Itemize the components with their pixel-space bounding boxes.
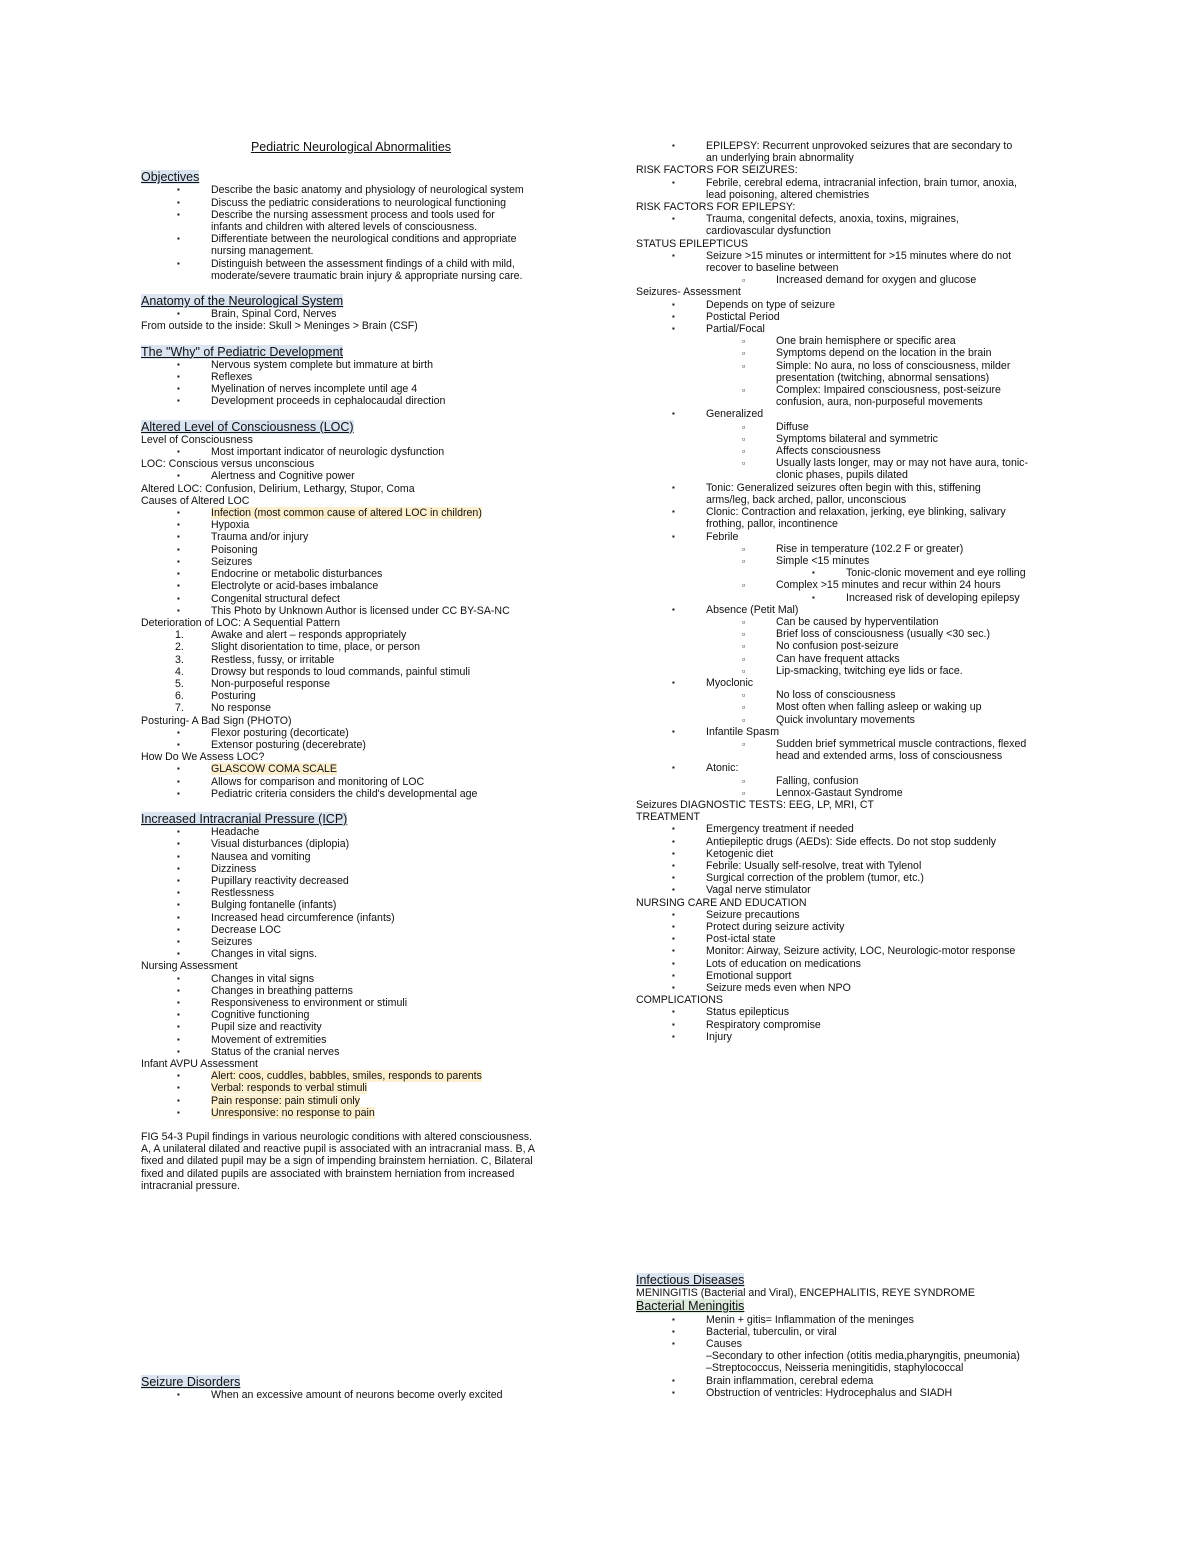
icp-heading: Increased Intracranial Pressure (ICP) [141, 811, 348, 826]
list-item: ▫ No confusion post-seizure [636, 640, 1076, 652]
list-item: ▫ Diffuse [636, 421, 1076, 433]
loc-altered: Altered LOC: Confusion, Delirium, Lethargy, Stupor, Coma [141, 482, 415, 495]
list-item: ▪ Lots of education on medications [636, 958, 1076, 970]
list-item: ▪ Status of the cranial nerves [141, 1046, 611, 1058]
list-item: ▪ Alertness and Cognitive power [141, 470, 611, 482]
list-item [141, 763, 611, 775]
page-title: Pediatric Neurological Abnormalities [250, 140, 452, 154]
list-item: ▫ Symptoms bilateral and symmetric [636, 433, 1076, 445]
list-item: ▪ Febrile: Usually self-resolve, treat with Tylenol [636, 860, 1076, 872]
list-item: ▫ Can be caused by hyperventilation [636, 616, 1076, 628]
list-item: ▪ Vagal nerve stimulator [636, 884, 1076, 896]
list-item-continued: arms/leg, back arched, pallor, unconscious [706, 493, 907, 506]
list-item: ▪ Clonic: Contraction and relaxation, jerking, eye blinking, salivary [636, 506, 1076, 518]
risk-epilepsy-label: RISK FACTORS FOR EPILEPSY: [636, 201, 796, 214]
list-item: ▪ Seizure precautions [636, 909, 1076, 921]
highlighted-text: Verbal: responds to verbal stimuli [211, 1082, 368, 1095]
list-item-continued: confusion, aura, non-purposeful movements [776, 396, 983, 409]
numbered-item: 4. Drowsy but responds to loud commands, painful stimuli [175, 665, 471, 678]
list-item: ▫ Simple: No aura, no loss of consciousness, milder [636, 360, 1076, 372]
list-item: ▪ Pediatric criteria considers the child's developmental age [141, 788, 611, 800]
list-item-continued: cardiovascular dysfunction [706, 225, 831, 238]
avpu-label: Infant AVPU Assessment [141, 1058, 258, 1071]
list-item: ▪ Partial/Focal [636, 323, 1076, 335]
posturing-label: Posturing- A Bad Sign (PHOTO) [141, 714, 292, 727]
list-item: ▪ Bulging fontanelle (infants) [141, 899, 611, 911]
list-item: ▪ Poisoning [141, 544, 611, 556]
figure-caption: FIG 54-3 Pupil findings in various neurologic conditions with altered consciousness. A, A unilateral dilated and reactive pupil is associated with an intracranial mass. B, A fixed and dilated pupil may be a sign of impending brainstem herniation. C, Bilateral fixed and dilated pupils are associated with brainstem herniation from increased intracranial pressure. [141, 1131, 535, 1192]
list-item-continued: nursing management. [211, 245, 314, 258]
nursing-assessment-label: Nursing Assessment [141, 960, 238, 973]
numbered-item: 2. Slight disorientation to time, place, or person [175, 641, 421, 654]
numbered-item: 3. Restless, fussy, or irritable [175, 653, 335, 666]
list-item [141, 1082, 611, 1094]
list-item-continued: presentation (twitching, abnormal sensations) [776, 371, 990, 384]
list-item: ▪ Brain inflammation, cerebral edema [636, 1375, 1076, 1387]
list-item: ▪ Development proceeds in cephalocaudal direction [141, 395, 611, 407]
list-item-continued: head and extended arms, loss of consciousness [776, 750, 1003, 763]
list-item: ▪ Myelination of nerves incomplete until age 4 [141, 383, 611, 395]
list-item: ▪ Seizure meds even when NPO [636, 982, 1076, 994]
diagnostic-tests: Seizures DIAGNOSTIC TESTS: EEG, LP, MRI, CT [636, 798, 875, 811]
list-item: ▫ Symptoms depend on the location in the brain [636, 347, 1076, 359]
list-item: ▪ Pupil size and reactivity [141, 1021, 611, 1033]
objectives-heading: Objectives [141, 170, 200, 185]
numbered-item: 7. No response [175, 702, 272, 715]
list-item: ▪ Depends on type of seizure [636, 299, 1076, 311]
list-item: ▪ Headache [141, 826, 611, 838]
list-item: ▪ EPILEPSY: Recurrent unprovoked seizures that are secondary to [636, 140, 1076, 152]
list-item-continued: clonic phases, pupils dilated [776, 469, 908, 482]
list-item-continued: lead poisoning, altered chemistries [706, 188, 870, 201]
list-item: ▪ Distinguish between the assessment findings of a child with mild, [141, 258, 611, 270]
list-item: ▫ Usually lasts longer, may or may not have aura, tonic- [636, 457, 1076, 469]
list-item: ▪ Obstruction of ventricles: Hydrocephalus and SIADH [636, 1387, 1076, 1399]
loc-causes-label: Causes of Altered LOC [141, 494, 250, 507]
status-epilepticus-label: STATUS EPILEPTICUS [636, 237, 749, 250]
infectious-heading: Infectious Diseases [636, 1273, 745, 1287]
list-item: ▪ Describe the nursing assessment process and tools used for [141, 209, 611, 221]
list-item: ▪ Emotional support [636, 970, 1076, 982]
treatment-label: TREATMENT [636, 811, 700, 824]
list-item-continued: frothing, pallor, incontinence [706, 518, 838, 531]
list-item: ▪ Discuss the pediatric considerations to neurological functioning [141, 197, 611, 209]
list-item: ▪ Cognitive functioning [141, 1009, 611, 1021]
list-item: ▪ Infantile Spasm [636, 726, 1076, 738]
list-item: ▪ Movement of extremities [141, 1034, 611, 1046]
list-item: ▪ Bacterial, tuberculin, or viral [636, 1326, 1076, 1338]
list-item: ▪ Changes in vital signs. [141, 948, 611, 960]
numbered-item: 6. Posturing [175, 690, 256, 703]
list-item: ▪ Atonic: [636, 762, 1076, 774]
objectives-section [141, 170, 611, 282]
list-item: ▪ Causes [636, 1338, 1076, 1350]
list-item: ▪ Antiepileptic drugs (AEDs): Side effects. Do not stop suddenly [636, 836, 1076, 848]
list-item-continued: an underlying brain abnormality [706, 152, 854, 165]
list-item: ▪ Reflexes [141, 371, 611, 383]
list-item: ▪ Endocrine or metabolic disturbances [141, 568, 611, 580]
list-item: ▪ Increased risk of developing epilepsy [636, 592, 1076, 604]
list-item: ▫ Rise in temperature (102.2 F or greater) [636, 543, 1076, 555]
list-item: ▫ Sudden brief symmetrical muscle contractions, flexed [636, 738, 1076, 750]
list-item: ▪ Changes in vital signs [141, 973, 611, 985]
bacterial-meningitis-heading: Bacterial Meningitis [636, 1299, 745, 1314]
list-item [141, 507, 611, 519]
list-item: ▫ Complex >15 minutes and recur within 24 hours [636, 579, 1076, 591]
list-item: ▫ Can have frequent attacks [636, 653, 1076, 665]
highlighted-text: Infection (most common cause of altered LOC in children) [211, 507, 482, 520]
deterioration-label: Deterioration of LOC: A Sequential Pattern [141, 616, 341, 629]
list-item: ▪ Myoclonic [636, 677, 1076, 689]
list-item: ▪ Trauma and/or injury [141, 531, 611, 543]
list-item: ▫ Quick involuntary movements [636, 714, 1076, 726]
right-column [636, 140, 1076, 1043]
list-item: ▪ Changes in breathing patterns [141, 985, 611, 997]
loc-heading: Altered Level of Consciousness (LOC) [141, 419, 354, 434]
list-item: ▪ Febrile, cerebral edema, intracranial infection, brain tumor, anoxia, [636, 177, 1076, 189]
list-item: ▪ When an excessive amount of neurons become overly excited [141, 1389, 611, 1401]
list-item-continued: infants and children with altered levels of consciousness. [211, 221, 478, 234]
list-item-continued: moderate/severe traumatic brain injury & appropriate nursing care. [211, 269, 523, 282]
list-item: ▪ Nervous system complete but immature at birth [141, 359, 611, 371]
loc-label: Level of Consciousness [141, 433, 253, 446]
list-item [141, 1070, 611, 1082]
list-item: ▫ Brief loss of consciousness (usually <30 sec.) [636, 628, 1076, 640]
list-item: ▫ Increased demand for oxygen and glucose [636, 274, 1076, 286]
list-item: ▪ Generalized [636, 408, 1076, 420]
list-item-continued: –Secondary to other infection (otitis media,pharyngitis, pneumonia) [706, 1350, 1020, 1363]
list-item: ▪ Increased head circumference (infants) [141, 912, 611, 924]
infectious-diseases-section [636, 1273, 1076, 1399]
list-item: ▫ Most often when falling asleep or waking up [636, 701, 1076, 713]
list-item: ▪ Responsiveness to environment or stimuli [141, 997, 611, 1009]
list-item: ▪ Ketogenic diet [636, 848, 1076, 860]
highlighted-text: GLASCOW COMA SCALE [211, 763, 337, 776]
nursing-care-label: NURSING CARE AND EDUCATION [636, 896, 807, 909]
list-item: ▪ Decrease LOC [141, 924, 611, 936]
list-item: ▪ Menin + gitis= Inflammation of the meninges [636, 1314, 1076, 1326]
why-section [141, 345, 611, 408]
list-item: ▪ Nausea and vomiting [141, 851, 611, 863]
list-item: ▫ One brain hemisphere or specific area [636, 335, 1076, 347]
list-item [141, 1107, 611, 1119]
list-item: ▪ Postictal Period [636, 311, 1076, 323]
list-item: ▪ Absence (Petit Mal) [636, 604, 1076, 616]
numbered-item: 1. Awake and alert – responds appropriately [175, 629, 407, 642]
list-item: ▪ Respiratory compromise [636, 1019, 1076, 1031]
list-item: ▫ Lennox-Gastaut Syndrome [636, 787, 1076, 799]
list-item: ▪ Seizure >15 minutes or intermittent for >15 minutes where do not [636, 250, 1076, 262]
list-item: ▪ Differentiate between the neurological conditions and appropriate [141, 233, 611, 245]
list-item: ▪ Electrolyte or acid-bases imbalance [141, 580, 611, 592]
list-item [141, 1095, 611, 1107]
numbered-item: 5. Non-purposeful response [175, 677, 330, 690]
list-item: ▪ Hypoxia [141, 519, 611, 531]
list-item: ▫ Simple <15 minutes [636, 555, 1076, 567]
assess-label: How Do We Assess LOC? [141, 751, 265, 764]
seizure-disorders-section [141, 1375, 611, 1401]
list-item: ▫ Affects consciousness [636, 445, 1076, 457]
risk-seizures-label: RISK FACTORS FOR SEIZURES: [636, 164, 798, 177]
complications-label: COMPLICATIONS [636, 994, 723, 1007]
list-item: ▪ Seizures [141, 556, 611, 568]
highlighted-text: Pain response: pain stimuli only [211, 1094, 360, 1107]
icp-section [141, 812, 611, 1192]
photo-credit: ▪ This Photo by Unknown Author is licensed under CC BY-SA-NC [141, 605, 611, 617]
list-item: ▫ Lip-smacking, twitching eye lids or face. [636, 665, 1076, 677]
list-item: ▪ Protect during seizure activity [636, 921, 1076, 933]
list-item: ▪ Flexor posturing (decorticate) [141, 727, 611, 739]
list-item: ▪ Most important indicator of neurologic dysfunction [141, 446, 611, 458]
loc-section [141, 420, 611, 800]
list-item: ▪ Restlessness [141, 887, 611, 899]
list-item: ▪ Injury [636, 1031, 1076, 1043]
list-item: ▪ Describe the basic anatomy and physiology of neurological system [141, 184, 611, 196]
list-item: ▪ Seizures [141, 936, 611, 948]
list-item-continued: recover to baseline between [706, 262, 839, 275]
list-item: ▪ Tonic-clonic movement and eye rolling [636, 567, 1076, 579]
loc-def: LOC: Conscious versus unconscious [141, 458, 315, 471]
seizure-assessment-label: Seizures- Assessment [636, 286, 741, 299]
list-item-continued: –Streptococcus, Neisseria meningitidis, staphylococcal [706, 1362, 964, 1375]
list-item: ▪ Dizziness [141, 863, 611, 875]
list-item: ▪ Monitor: Airway, Seizure activity, LOC, Neurologic-motor response [636, 945, 1076, 957]
seizure-disorders-heading: Seizure Disorders [141, 1375, 241, 1389]
list-item: ▪ Pupillary reactivity decreased [141, 875, 611, 887]
list-item: ▪ Febrile [636, 531, 1076, 543]
list-item: ▪ Extensor posturing (decerebrate) [141, 739, 611, 751]
highlighted-text: Unresponsive: no response to pain [211, 1106, 375, 1119]
anatomy-section [141, 294, 611, 333]
anatomy-heading: Anatomy of the Neurological System [141, 294, 344, 309]
list-item: ▪ Allows for comparison and monitoring of LOC [141, 776, 611, 788]
list-item: ▪ Emergency treatment if needed [636, 823, 1076, 835]
list-item: ▫ Complex: Impaired consciousness, post-seizure [636, 384, 1076, 396]
list-item: ▫ Falling, confusion [636, 775, 1076, 787]
list-item: ▪ Trauma, congenital defects, anoxia, toxins, migraines, [636, 213, 1076, 225]
list-item: ▪ Surgical correction of the problem (tumor, etc.) [636, 872, 1076, 884]
infectious-line: MENINGITIS (Bacterial and Viral), ENCEPHALITIS, REYE SYNDROME [636, 1287, 975, 1300]
left-column [141, 140, 611, 1192]
list-item: ▪ Status epilepticus [636, 1006, 1076, 1018]
list-item: ▪ Tonic: Generalized seizures often begin with this, stiffening [636, 482, 1076, 494]
highlighted-text: Alert: coos, cuddles, babbles, smiles, responds to parents [211, 1070, 482, 1083]
list-item: ▪ Congenital structural defect [141, 593, 611, 605]
anatomy-line: From outside to the inside: Skull > Meninges > Brain (CSF) [141, 320, 418, 333]
list-item: ▪ Brain, Spinal Cord, Nerves [141, 308, 611, 320]
list-item: ▪ Visual disturbances (diplopia) [141, 838, 611, 850]
list-item: ▪ Post-ictal state [636, 933, 1076, 945]
list-item: ▫ No loss of consciousness [636, 689, 1076, 701]
why-heading: The "Why" of Pediatric Development [141, 344, 344, 359]
